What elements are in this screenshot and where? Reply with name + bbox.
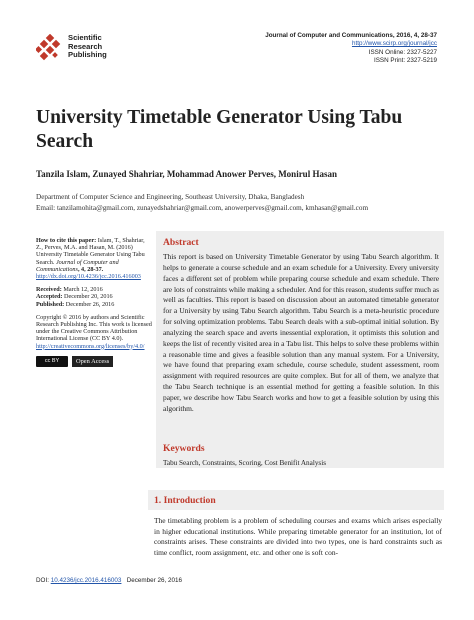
issn-print: ISSN Print: 2327-5219 <box>373 57 437 65</box>
citation <box>36 237 152 280</box>
publisher-name <box>68 34 107 60</box>
published-label: Published: <box>36 300 65 308</box>
copyright-notice <box>36 314 152 350</box>
page-footer <box>36 577 182 584</box>
email-label: Email: <box>36 204 56 212</box>
cite-label: How to cite this paper: <box>36 237 97 244</box>
dates <box>36 286 152 308</box>
doi-link[interactable]: 10.4236/jcc.2016.416003 <box>50 577 122 584</box>
accepted-label: Accepted: <box>36 293 63 301</box>
doi-label: DOI: <box>36 577 49 584</box>
cite-text: Islam, T., Shahriar, Z., Perves, M.A. and Hasan, M. (2016) University Timetable Generator Using Tabu Search. <box>36 237 145 266</box>
journal-url-link[interactable]: http://www.scirp.org/journal/jcc <box>351 40 437 48</box>
publisher-line: Publishing <box>68 50 107 60</box>
scirp-logo-icon <box>36 34 66 64</box>
sidebar-info <box>36 237 152 367</box>
issn-online: ISSN Online: 2327-5227 <box>368 48 437 56</box>
publisher-line: Scientific <box>68 33 102 42</box>
published-date: December 26, 2016 <box>65 300 115 308</box>
journal-title: Journal of Computer and Communications, 2016, 4, 28-37 <box>265 32 437 39</box>
copyright-text: Copyright © 2016 by authors and Scientific Research Publishing Inc. This work is licensed under the Creative Commons Attribution International License (CC BY 4.0). <box>36 313 152 343</box>
open-access-badge: Open Access <box>72 356 113 367</box>
author-list: Tanzila Islam, Zunayed Shahriar, Mohammad Anower Perves, Monirul Hasan <box>36 169 337 179</box>
license-link[interactable]: http://creativecommons.org/licenses/by/4.0/ <box>36 342 145 350</box>
cite-volume: , 4, 28-37. <box>77 265 104 273</box>
email-line <box>36 203 446 214</box>
received-label: Received: <box>36 286 62 294</box>
affiliation <box>36 192 446 214</box>
footer-date: December 26, 2016 <box>126 577 182 584</box>
email-addresses: tanzilamohita@gmail.com, zunayedshahriar@gmail.com, anowerperves@gmail.com, kmhasan@gmail.com <box>56 204 369 212</box>
received-date: March 12, 2016 <box>63 286 103 294</box>
introduction-heading: 1. Introduction <box>154 495 216 506</box>
abstract-heading: Abstract <box>163 237 199 248</box>
cite-doi-link[interactable]: http://dx.doi.org/10.4236/jcc.2016.416003 <box>36 273 141 281</box>
keywords-heading: Keywords <box>163 443 205 454</box>
introduction-text: The timetabling problem is a problem of scheduling courses and exams which arises especially in higher educational institutions. While preparing timetable generator for an institution, lot of constraints arises. These constraints are divided into two types, one is hard constraints such as time conflict, room assignment, etc. and other one is soft con- <box>154 516 442 558</box>
cite-journal: Journal of Computer and Communications <box>36 258 119 273</box>
abstract-text: This report is based on University Timetable Generator by using Tabu Search algorithm. It helps to generate a course schedule and an exam schedule for a University. Every university faces a different set of problem while preparing course schedule and exam schedule. There are lots of constraints while making a scheduler. And for this reason, students suffer much as well as faculties. This report is based on discussion about an automated timetable generator for a University by using Tabu Search algorithm. Tabu Search is a meta-heuristic procedure for solving optimization problems. Tabu Search deals with a sub-optimal initial solution. By analyzing the search space and averts inessential exploration, it optimists this solution and keeps the list of recently visited area in a Tabu list. This helps to solve these problems within a reasonable time and gives a feasible solution than any manual system. For a University, we have found that preparing exam schedule, course schedule, student assessment, room assignment with required resources are quite complex. But for all of them, we analyze that the Tabu Search technique is an essential method for getting a feasible solution. In this paper, we describe how Tabu Search works and how to get a feasible solution by using this algorithm. <box>163 252 439 413</box>
keywords-text: Tabu Search, Constraints, Scoring, Cost Benifit Analysis <box>163 459 326 467</box>
department: Department of Computer Science and Engineering, Southeast University, Dhaka, Bangladesh <box>36 193 305 201</box>
publisher-line: Research <box>68 41 103 51</box>
journal-info <box>265 32 437 66</box>
license-badges <box>36 356 152 367</box>
accepted-date: December 20, 2016 <box>64 293 113 301</box>
article-title: University Timetable Generator Using Tabu Search <box>36 107 403 152</box>
cc-by-badge[interactable]: cc BY <box>36 356 68 367</box>
